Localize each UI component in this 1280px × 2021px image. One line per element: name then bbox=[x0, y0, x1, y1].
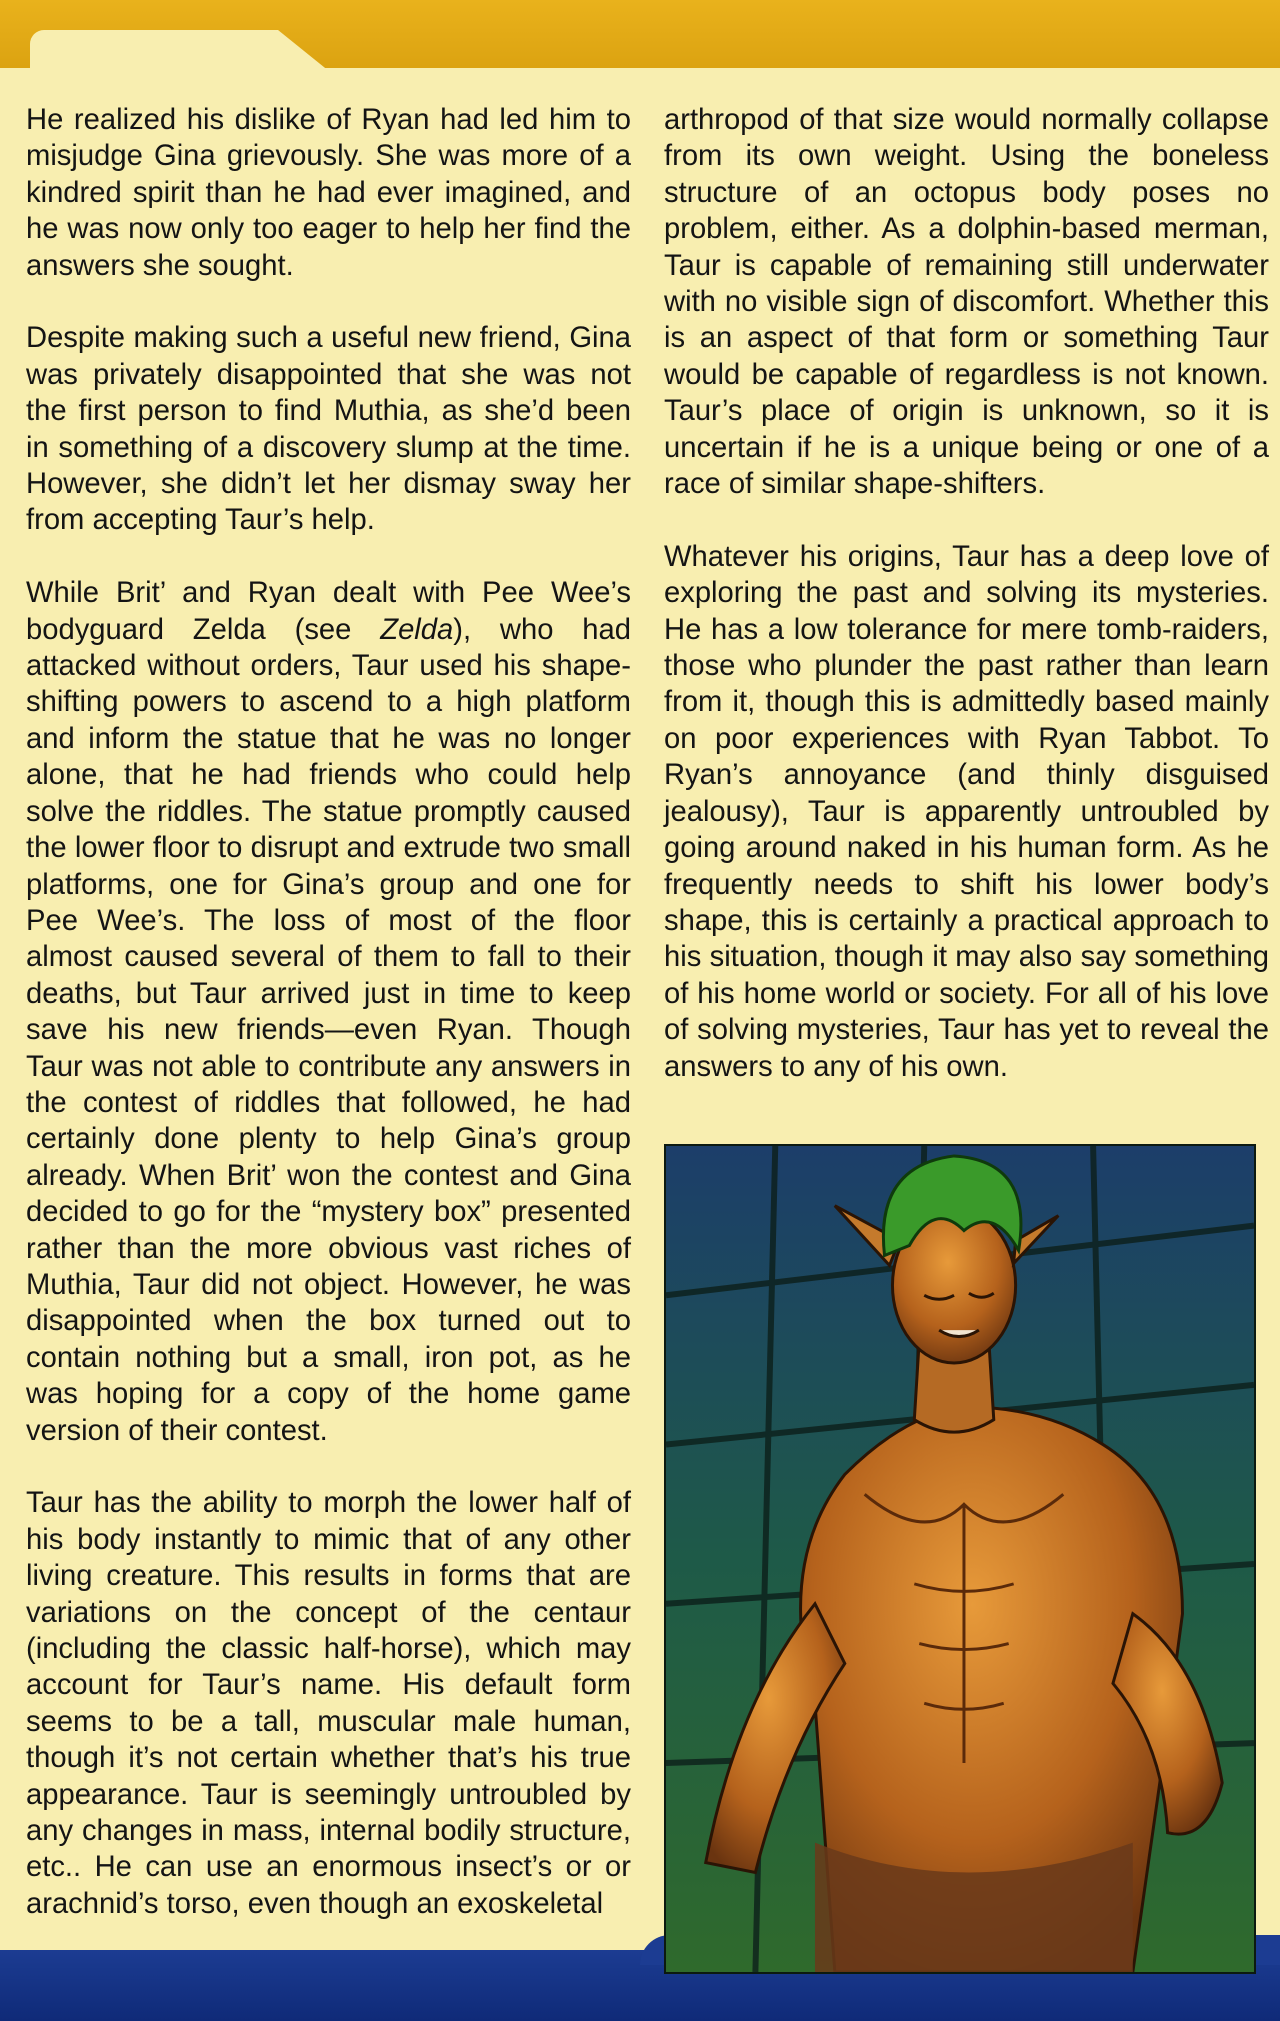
left-paragraph-3 bbox=[26, 575, 631, 1449]
right-column bbox=[664, 102, 1269, 1121]
left-paragraph-3-end: ), who had attacked without orders, Taur used his shape-shifting powers to ascend to a high platform and inform the statue that he was no longer alone, that he had friends who could help solve the riddles. The statue promptly caused the lower floor to disrupt and extrude two small platforms, one for Gina’s group and one for Pee Wee’s. The loss of most of the floor almost caused several of them to fall to their deaths, but Taur arrived just in time to keep save his new friends—even Ryan. Though Taur was not able to contribute any answers in the contest of riddles that followed, he had certainly done plenty to help Gina’s group already. When Brit’ won the contest and Gina decided to go for the “mystery box” presented rather than the more obvious vast riches of Muthia, Taur did not object. However, he was disappointed when the box turned out to contain nothing but a small, iron pot, as he was hoping for a copy of the home game version of their contest. bbox=[26, 613, 632, 1447]
taur-illustration-svg bbox=[666, 1146, 1254, 1972]
taur-illustration bbox=[664, 1144, 1256, 1974]
left-paragraph-2: Despite making such a useful new friend, Gina was privately disappointed that she was not the first person to find Muthia, as she’d been in something of a discovery slump at the time. However, she didn’t let her dismay sway her from accepting Taur’s help. bbox=[26, 322, 631, 537]
left-paragraph-1: He realized his dislike of Ryan had led him to misjudge Gina grievously. She was more of a kindred spirit than he had ever imagined, and he was now only too eager to help her find the answers she sought. bbox=[26, 104, 631, 282]
zelda-reference: Zelda bbox=[380, 613, 454, 646]
left-paragraph-4: Taur has the ability to morph the lower half of his body instantly to mimic that of any other living creature. This results in forms that are variations on the concept of the centaur (including the classic half-horse), which may account for Taur’s name. His default form seems to be a tall, muscular male human, though it’s not certain whether that’s his true appearance. Taur is seemingly untroubled by any changes in mass, internal bodily structure, etc.. He can use an enormous insect’s or or arachnid’s torso, even though an exoskeletal bbox=[26, 1487, 631, 1920]
left-paragraph-3-start: While Brit’ and Ryan dealt with Pee Wee’s bodyguard Zelda (see bbox=[26, 577, 631, 646]
right-paragraph-1: arthropod of that size would normally collapse from its own weight. Using the boneless structure of an octopus body poses no problem, either. As a dolphin-based merman, Taur is capable of remaining still underwater with no visible sign of discomfort. Whether this is an aspect of that form or something Taur would be capable of regardless is not known. Taur’s place of origin is unknown, so it is uncertain if he is a unique being or one of a race of similar shape-shifters. bbox=[664, 104, 1269, 501]
right-paragraph-2: Whatever his origins, Taur has a deep love of exploring the past and solving its mysteries. He has a low tolerance for mere tomb-raiders, those who plunder the past rather than learn from it, though this is admittedly based mainly on poor experiences with Ryan Tabbot. To Ryan’s annoyance (and thinly disguised jealousy), Taur is apparently untroubled by going around naked in his human form. As he frequently needs to shift his lower body’s shape, this is certainly a practical approach to his situation, though it may also say something of his home world or society. For all of his love of solving mysteries, Taur has yet to reveal the answers to any of his own. bbox=[664, 540, 1269, 1083]
left-column bbox=[26, 102, 631, 1959]
